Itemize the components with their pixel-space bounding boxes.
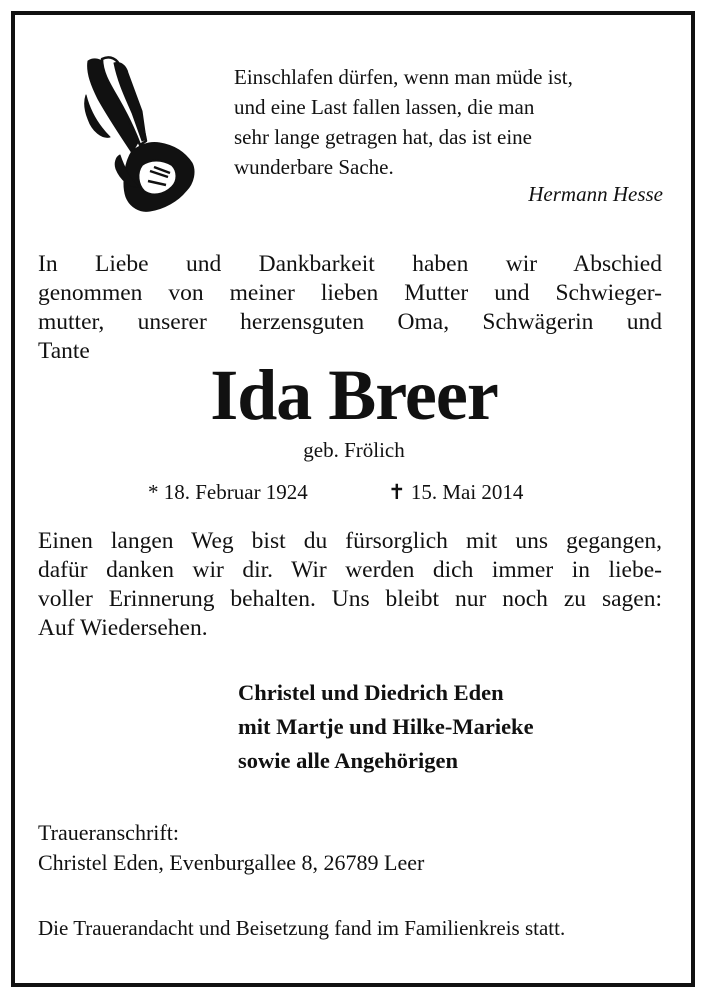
intro-line: genommen von meiner lieben Mutter und Schwieger- bbox=[38, 280, 662, 306]
intro-paragraph bbox=[38, 250, 662, 366]
birth-date: * 18. Februar 1924 bbox=[148, 480, 308, 504]
message-line: dafür danken wir dir. Wir werden dich immer in liebe- bbox=[38, 557, 662, 583]
quote-line: Einschlafen dürfen, wenn man müde ist, bbox=[234, 65, 573, 89]
mourners-line: mit Martje und Hilke-Marieke bbox=[238, 714, 534, 739]
quote-line: wunderbare Sache. bbox=[234, 155, 394, 179]
intro-line: mutter, unserer herzensguten Oma, Schwägerin und bbox=[38, 309, 662, 335]
deceased-name: Ida Breer bbox=[210, 355, 498, 435]
mourners-line: sowie alle Angehörigen bbox=[238, 748, 458, 773]
intro-line: Tante bbox=[38, 338, 90, 364]
message-paragraph bbox=[38, 527, 662, 643]
mourners-block bbox=[238, 676, 534, 778]
maiden-name: geb. Frölich bbox=[303, 438, 405, 462]
address-label: Traueranschrift: bbox=[38, 820, 179, 845]
quote-line: und eine Last fallen lassen, die man bbox=[234, 95, 535, 119]
quote-author: Hermann Hesse bbox=[528, 182, 663, 206]
message-line: voller Erinnerung behalten. Uns bleibt nur noch zu sagen: bbox=[38, 586, 662, 612]
message-line: Auf Wiedersehen. bbox=[38, 615, 208, 641]
death-date: ✝ 15. Mai 2014 bbox=[388, 480, 524, 504]
quote-line: sehr lange getragen hat, das ist eine bbox=[234, 125, 532, 149]
hesse-quote bbox=[234, 62, 664, 182]
closing-note: Die Trauerandacht und Beisetzung fand im Familienkreis statt. bbox=[38, 916, 566, 940]
praying-hands-icon bbox=[80, 55, 200, 215]
message-line: Einen langen Weg bist du fürsorglich mit uns gegangen, bbox=[38, 528, 662, 554]
mourning-address bbox=[38, 818, 424, 878]
address-value: Christel Eden, Evenburgallee 8, 26789 Leer bbox=[38, 850, 425, 875]
intro-line: In Liebe und Dankbarkeit haben wir Abschied bbox=[38, 251, 662, 277]
mourners-line: Christel und Diedrich Eden bbox=[238, 680, 504, 705]
